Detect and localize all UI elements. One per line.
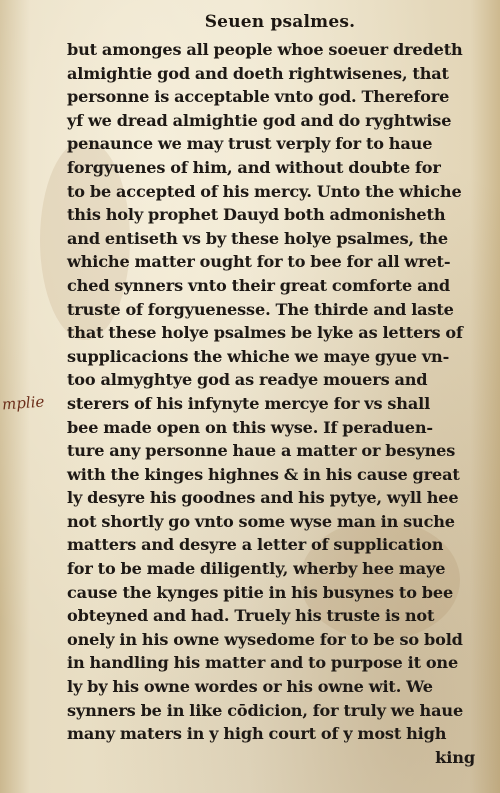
text-line: obteyned and had. Truely his truste is not [67, 606, 435, 626]
text-line: but amonges all people whoe soeuer dredeth [67, 40, 463, 59]
text-line: onely in his owne wysedome for to be so bold [67, 629, 463, 649]
text-line: cause the kynges pitie in his busynes to bee [67, 582, 454, 602]
marginal-note: mplie [1, 392, 45, 414]
text-line: king [435, 747, 475, 767]
text-line: supplicacions the whiche we maye gyue vn- [67, 346, 450, 366]
text-line: personne is acceptable vnto god. Therefore [67, 87, 450, 107]
text-line: bee made open on this wyse. If peraduen- [67, 417, 433, 437]
text-line: for to be made diligently, wherby hee maye [67, 559, 446, 579]
text-line: and entiseth vs by these holye psalmes, the [67, 228, 448, 248]
text-line: to be accepted of his mercy. Unto the whiche [67, 181, 462, 201]
text-line: many maters in y high court of y most high [67, 724, 447, 744]
text-line: synners be in like cōdicion, for truly we haue [67, 700, 464, 720]
text-line: whiche matter ought for to bee for all wret- [67, 252, 451, 272]
text-line: in handling his matter and to purpose it one [67, 653, 459, 673]
text-line: penaunce we may trust verply for to haue [67, 134, 433, 154]
text-line: ture any personne haue a matter or besynes [67, 441, 456, 461]
text-line: truste of forgyuenesse. The thirde and laste [67, 299, 454, 319]
text-line: too almyghtye god as readye mouers and [67, 370, 428, 390]
text-line: matters and desyre a letter of supplication [67, 535, 444, 555]
text-line: almightie god and doeth rightwisenes, that [67, 63, 449, 83]
text-line: sterers of his infynyte mercye for vs shall [67, 393, 431, 413]
text-line: yf we dread almightie god and do ryghtwise [67, 110, 452, 130]
text-line: this holy prophet Dauyd both admonisheth [67, 205, 446, 225]
text-line: not shortly go vnto some wyse man in suche [67, 511, 455, 531]
text-line: ly desyre his goodnes and his pytye, wyll hee [67, 488, 459, 508]
text-block [67, 38, 483, 769]
text-line: forgyuenes of him, and without doubte for [67, 157, 441, 177]
text-line: that these holye psalmes be lyke as letters of [67, 323, 463, 343]
text-line: with the kinges highnes & in his cause great [67, 464, 460, 484]
running-head: Seuen psalmes. [204, 12, 356, 32]
text-line: ched synners vnto their great comforte and [67, 275, 451, 295]
text-line: ly by his owne wordes or his owne wit. We [67, 677, 433, 697]
